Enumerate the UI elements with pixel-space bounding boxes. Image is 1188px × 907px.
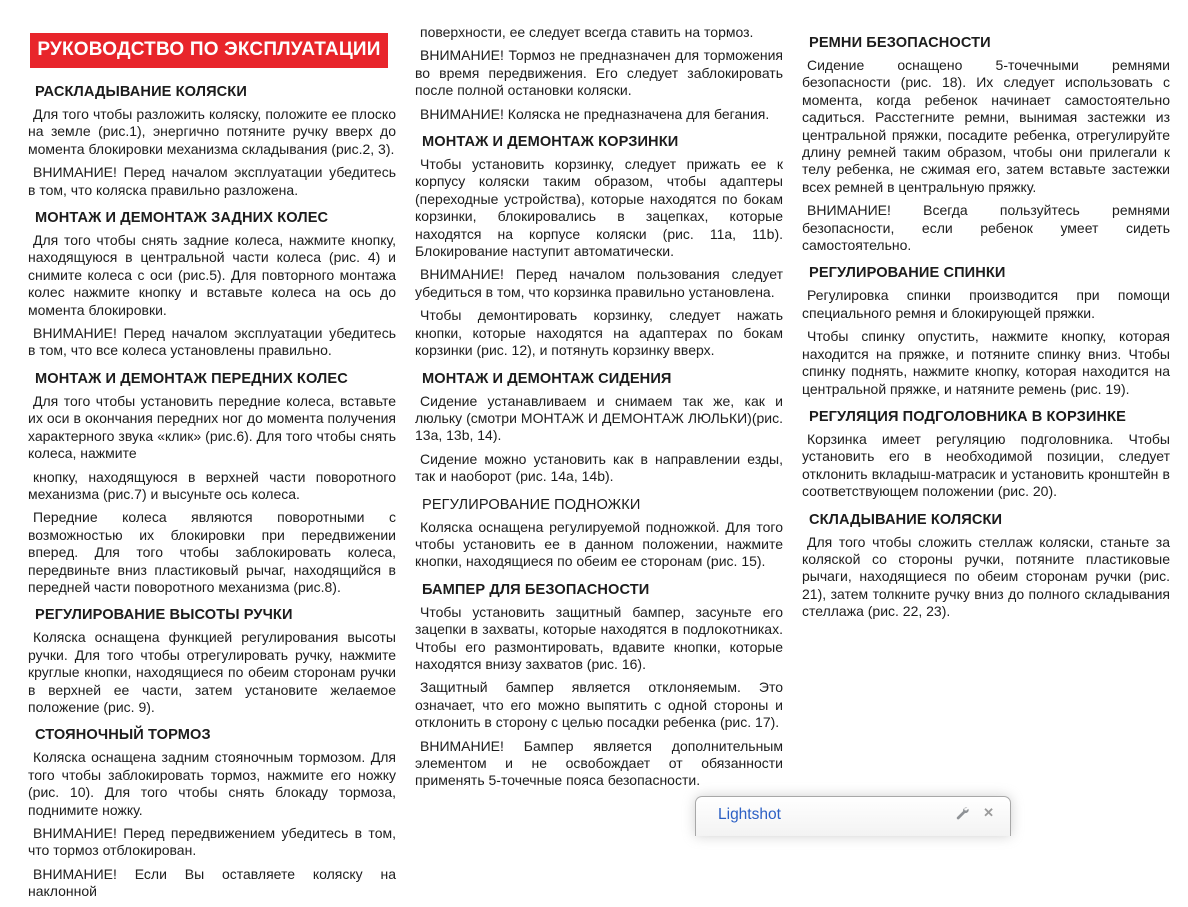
section-heading: МОНТАЖ И ДЕМОНТАЖ СИДЕНИЯ — [422, 370, 672, 387]
paragraph: ВНИМАНИЕ! Тормоз не предназначен для торможения во время передвижения. Его следует заблокировать после полной остановки коляски. — [415, 47, 783, 99]
paragraph: ВНИМАНИЕ! Перед началом эксплуатации убедитесь в том, что коляска правильно разложена. — [28, 164, 396, 198]
paragraph: Для того чтобы сложить стеллаж коляски, станьте за коляской со стороны ручки, потяните пластиковые рычаги, находящиеся по обеим сторонам ручки (рис. 21), затем толкните ручку вниз до полного складывания стеллажа (рис. 22, 23). — [802, 533, 1170, 620]
close-icon[interactable]: ✕ — [983, 805, 994, 820]
paragraph: Сидение оснащено 5-точечными ремнями безопасности (рис. 18). Их следует использовать с момента, когда ребенок начинает самостоятельно садиться. Расстегните ремни, вынимая застежки из центральной пряжки, посадите ребенка, отрегулируйте длину ремней таким образом, чтобы они прилегали к телу ребенка, не сжимая его, затем вставьте застежки всех ремней в центральную пряжку. — [802, 57, 1170, 195]
section-heading: РЕГУЛИРОВАНИЕ ПОДНОЖКИ — [422, 496, 641, 513]
section-heading: МОНТАЖ И ДЕМОНТАЖ ЗАДНИХ КОЛЕС — [35, 210, 329, 227]
paragraph: ВНИМАНИЕ! Всегда пользуйтесь ремнями безопасности, если ребенок умеет сидеть самостоятельно. — [802, 202, 1170, 254]
paragraph: Для того чтобы разложить коляску, положите ее плоско на земле (рис.1), энергично потяните ручку вверх до момента блокировки механизма складывания (рис.2, 3). — [28, 106, 396, 157]
paragraph: Чтобы установить защитный бампер, засуньте его зацепки в захваты, которые находятся в подлокотниках. Чтобы его размонтировать, вдавите кнопки, которые находятся внизу захватов (рис. 16). — [415, 603, 783, 672]
paragraph: ВНИМАНИЕ! Перед началом пользования следует убедиться в том, что корзинка правильно установлена. — [415, 266, 783, 300]
paragraph: Чтобы установить корзинку, следует прижать ее к корпусу коляски таким образом, чтобы адаптеры (переходные устройства), которые находятся по бокам корзинки, блокировались в зацепках, которые находятся на корпусе коляски (рис. 11a, 11b). Блокирование наступит автоматически. — [415, 156, 783, 260]
section-heading: МОНТАЖ И ДЕМОНТАЖ ПЕРЕДНИХ КОЛЕС — [35, 370, 348, 387]
section-heading: МОНТАЖ И ДЕМОНТАЖ КОРЗИНКИ — [422, 134, 679, 151]
section-heading: РАСКЛАДЫВАНИЕ КОЛЯСКИ — [35, 84, 247, 100]
paragraph: ВНИМАНИЕ! Перед началом эксплуатации убедитесь в том, что все колеса установлены правильно. — [28, 325, 396, 359]
page-title: РУКОВОДСТВО ПО ЭКСПЛУАТАЦИИ — [30, 33, 388, 68]
section-heading: СТОЯНОЧНЫЙ ТОРМОЗ — [35, 727, 211, 744]
paragraph: Регулировка спинки производится при помощи специального ремня и блокирующей пряжки. — [802, 287, 1170, 321]
column-left — [28, 24, 396, 907]
paragraph: Коляска оснащена функцией регулирования высоты ручки. Для того чтобы отрегулировать ручку, нажмите круглые кнопки, находящиеся по обеим сторонам ручки в верхней ее части, затем установите желаемое положение (рис. 9). — [28, 629, 396, 715]
paragraph: Коляска оснащена задним стояночным тормозом. Для того чтобы заблокировать тормоз, нажмите его ножку (рис. 10). Для того чтобы снять блокаду тормоза, поднимите ножку. — [28, 749, 396, 818]
section-heading: РЕГУЛЯЦИЯ ПОДГОЛОВНИКА В КОРЗИНКЕ — [809, 408, 1126, 425]
paragraph: Защитный бампер является отклоняемым. Это означает, что его можно выпятить с одной стороны и отклонить в сторону с целью посадки ребенка (рис. 17). — [415, 679, 783, 731]
section-heading: СКЛАДЫВАНИЕ КОЛЯСКИ — [809, 511, 1003, 528]
paragraph: Для того чтобы снять задние колеса, нажмите кнопку, находящуюся в центральной части колеса (рис. 4) и снимите колеса с оси (рис.5). Для повторного монтажа колес нажмите кнопку и вставьте колеса на ось до момента блокировки. — [28, 232, 396, 318]
paragraph: Чтобы демонтировать корзинку, следует нажать кнопки, которые находятся на адаптерах по бокам корзинки (рис. 12), и потянуть корзинку вверх. — [415, 307, 783, 359]
paragraph: Передние колеса являются поворотными с возможностью их блокировки при передвижении вперед. Для того чтобы заблокировать колеса, передвиньте вниз пластиковый рычаг, находящийся в передней части поворотного механизма (рис.8). — [28, 509, 396, 595]
paragraph: Для того чтобы установить передние колеса, вставьте их оси в окончания передних ног до момента получения характерного звука «клик» (рис.6). Для того чтобы снять колеса, нажмите — [28, 392, 396, 462]
lightshot-window-title: Lightshot — [718, 806, 781, 823]
section-heading: РЕГУЛИРОВАНИЕ СПИНКИ — [809, 265, 1006, 282]
paragraph: ВНИМАНИЕ! Бампер является дополнительным элементом и не освобождает от обязанности применять 5-точечные пояса безопасности. — [415, 737, 783, 789]
column-right — [802, 24, 1170, 907]
paragraph: кнопку, находящуюся в верхней части поворотного механизма (рис.7) и высуньте ось колеса. — [28, 468, 396, 502]
lightshot-window[interactable] — [695, 796, 1011, 836]
paragraph: Чтобы спинку опустить, нажмите кнопку, которая находится на пряжке, и потяните спинку вниз. Чтобы спинку поднять, нажмите кнопку, которая находится на центральной пряжке, и натяните ремень (рис. 19). — [802, 328, 1170, 397]
section-heading: РЕМНИ БЕЗОПАСНОСТИ — [809, 35, 991, 51]
paragraph: Сидение устанавливаем и снимаем так же, как и люльку (смотри МОНТАЖ И ДЕМОНТАЖ ЛЮЛЬКИ)(рис. 13a, 13b, 14). — [415, 392, 783, 444]
section-heading: РЕГУЛИРОВАНИЕ ВЫСОТЫ РУЧКИ — [35, 607, 293, 624]
paragraph: ВНИМАНИЕ! Если Вы оставляете коляску на наклонной — [28, 865, 396, 900]
section-heading: БАМПЕР ДЛЯ БЕЗОПАСНОСТИ — [422, 581, 650, 598]
paragraph: Коляска оснащена регулируемой подножкой. Для того чтобы установить ее в данном положении, нажмите кнопки, находящиеся по обеим ее сторонам (рис. 15). — [415, 518, 783, 570]
paragraph: Корзинка имеет регуляцию подголовника. Чтобы установить его в необходимой позиции, следует отклонить вкладыш-матрасик и установить кронштейн в соответствующем положении (рис. 20). — [802, 430, 1170, 500]
paragraph: ВНИМАНИЕ! Коляска не предназначена для бегания. — [420, 105, 770, 122]
paragraph: Сидение можно установить как в направлении езды, так и наоборот (рис. 14a, 14b). — [415, 450, 783, 485]
settings-wrench-icon[interactable] — [955, 806, 969, 820]
paragraph: поверхности, ее следует всегда ставить на тормоз. — [420, 24, 754, 40]
column-middle — [415, 24, 783, 907]
paragraph: ВНИМАНИЕ! Перед передвижением убедитесь в том, что тормоз отблокирован. — [28, 825, 396, 859]
